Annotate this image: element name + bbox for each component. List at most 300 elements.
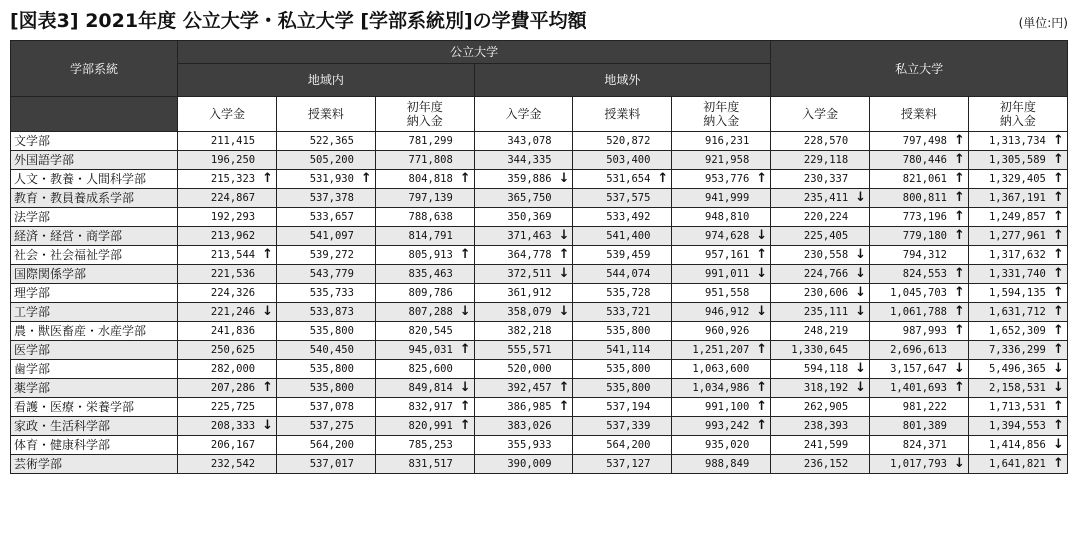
trend-arrow-icon <box>358 284 375 303</box>
value-cell: 535,800 <box>573 379 655 398</box>
value-cell: 520,000 <box>474 360 556 379</box>
value-cell: 991,100 <box>672 398 754 417</box>
faculty-name: 法学部 <box>11 208 178 227</box>
trend-arrow-icon <box>358 436 375 455</box>
trend-arrow-icon <box>358 208 375 227</box>
trend-arrow-icon: ↑ <box>1050 132 1068 151</box>
value-cell: 537,078 <box>276 398 358 417</box>
faculty-name: 歯学部 <box>11 360 178 379</box>
table-row <box>11 208 1068 227</box>
value-cell: 941,999 <box>672 189 754 208</box>
value-cell: 804,818 <box>375 170 457 189</box>
trend-arrow-icon <box>556 208 573 227</box>
value-cell: 916,231 <box>672 132 754 151</box>
trend-arrow-icon: ↓ <box>852 265 869 284</box>
value-cell: 2,696,613 <box>870 341 952 360</box>
value-cell: 785,253 <box>375 436 457 455</box>
value-cell: 241,599 <box>771 436 853 455</box>
value-cell: 533,492 <box>573 208 655 227</box>
value-cell: 208,333 <box>178 417 260 436</box>
trend-arrow-icon <box>457 360 474 379</box>
value-cell: 535,800 <box>276 322 358 341</box>
value-cell: 935,020 <box>672 436 754 455</box>
trend-arrow-icon <box>852 151 869 170</box>
trend-arrow-icon: ↑ <box>457 417 474 436</box>
trend-arrow-icon: ↑ <box>1050 208 1068 227</box>
faculty-name: 経済・経営・商学部 <box>11 227 178 246</box>
value-cell: 232,542 <box>178 455 260 474</box>
value-cell: 343,078 <box>474 132 556 151</box>
value-cell: 1,394,553 <box>968 417 1050 436</box>
trend-arrow-icon: ↑ <box>1050 341 1068 360</box>
value-cell: 957,161 <box>672 246 754 265</box>
faculty-name: 芸術学部 <box>11 455 178 474</box>
trend-arrow-icon <box>753 132 770 151</box>
trend-arrow-icon <box>457 436 474 455</box>
trend-arrow-icon: ↑ <box>753 379 770 398</box>
trend-arrow-icon <box>358 417 375 436</box>
trend-arrow-icon: ↑ <box>951 227 968 246</box>
value-cell: 794,312 <box>870 246 952 265</box>
value-cell: 520,872 <box>573 132 655 151</box>
value-cell: 248,219 <box>771 322 853 341</box>
value-cell: 371,463 <box>474 227 556 246</box>
table-row <box>11 436 1068 455</box>
trend-arrow-icon: ↓ <box>556 265 573 284</box>
trend-arrow-icon: ↑ <box>753 246 770 265</box>
trend-arrow-icon <box>753 436 770 455</box>
value-cell: 540,450 <box>276 341 358 360</box>
trend-arrow-icon <box>259 455 276 474</box>
value-cell: 564,200 <box>276 436 358 455</box>
col-header-first-line1: 初年度 <box>406 100 443 114</box>
trend-arrow-icon <box>654 227 671 246</box>
trend-arrow-icon: ↓ <box>951 455 968 474</box>
value-cell: 825,600 <box>375 360 457 379</box>
trend-arrow-icon <box>654 360 671 379</box>
value-cell: 241,836 <box>178 322 260 341</box>
trend-arrow-icon <box>753 189 770 208</box>
trend-arrow-icon <box>753 360 770 379</box>
trend-arrow-icon: ↑ <box>951 303 968 322</box>
trend-arrow-icon: ↑ <box>753 417 770 436</box>
value-cell: 1,305,589 <box>968 151 1050 170</box>
trend-arrow-icon <box>852 208 869 227</box>
value-cell: 361,912 <box>474 284 556 303</box>
value-cell: 991,011 <box>672 265 754 284</box>
value-cell: 788,638 <box>375 208 457 227</box>
trend-arrow-icon: ↓ <box>951 360 968 379</box>
table-row <box>11 303 1068 322</box>
value-cell: 505,200 <box>276 151 358 170</box>
trend-arrow-icon: ↑ <box>358 170 375 189</box>
value-cell: 801,389 <box>870 417 952 436</box>
trend-arrow-icon <box>259 398 276 417</box>
trend-arrow-icon: ↑ <box>1050 284 1068 303</box>
trend-arrow-icon <box>457 265 474 284</box>
trend-arrow-icon <box>556 132 573 151</box>
value-cell: 262,905 <box>771 398 853 417</box>
trend-arrow-icon <box>457 284 474 303</box>
trend-arrow-icon <box>654 151 671 170</box>
trend-arrow-icon <box>852 398 869 417</box>
trend-arrow-icon <box>457 322 474 341</box>
table-row <box>11 151 1068 170</box>
trend-arrow-icon: ↓ <box>852 379 869 398</box>
value-cell: 358,079 <box>474 303 556 322</box>
value-cell: 230,558 <box>771 246 853 265</box>
value-cell: 535,800 <box>573 322 655 341</box>
value-cell: 196,250 <box>178 151 260 170</box>
table-row <box>11 417 1068 436</box>
value-cell: 771,808 <box>375 151 457 170</box>
table-row <box>11 398 1068 417</box>
value-cell: 987,993 <box>870 322 952 341</box>
table-row <box>11 322 1068 341</box>
value-cell: 824,371 <box>870 436 952 455</box>
value-cell: 282,000 <box>178 360 260 379</box>
table-row <box>11 341 1068 360</box>
value-cell: 355,933 <box>474 436 556 455</box>
trend-arrow-icon <box>852 436 869 455</box>
value-cell: 224,326 <box>178 284 260 303</box>
trend-arrow-icon: ↓ <box>852 189 869 208</box>
faculty-name: 体育・健康科学部 <box>11 436 178 455</box>
value-cell: 1,017,793 <box>870 455 952 474</box>
value-cell: 383,026 <box>474 417 556 436</box>
value-cell: 1,329,405 <box>968 170 1050 189</box>
trend-arrow-icon: ↑ <box>951 322 968 341</box>
value-cell: 1,277,961 <box>968 227 1050 246</box>
value-cell: 807,288 <box>375 303 457 322</box>
value-cell: 230,606 <box>771 284 853 303</box>
value-cell: 781,299 <box>375 132 457 151</box>
trend-arrow-icon <box>951 417 968 436</box>
trend-arrow-icon <box>556 151 573 170</box>
trend-arrow-icon: ↑ <box>1050 455 1068 474</box>
value-cell: 364,778 <box>474 246 556 265</box>
trend-arrow-icon <box>654 189 671 208</box>
value-cell: 537,127 <box>573 455 655 474</box>
trend-arrow-icon <box>457 151 474 170</box>
col-header-first-line2: 納入金 <box>406 114 443 128</box>
value-cell: 390,009 <box>474 455 556 474</box>
trend-arrow-icon <box>358 398 375 417</box>
col-header-first-line2: 納入金 <box>999 114 1036 128</box>
trend-arrow-icon: ↑ <box>951 132 968 151</box>
faculty-name: 理学部 <box>11 284 178 303</box>
value-cell: 224,766 <box>771 265 853 284</box>
value-cell: 544,074 <box>573 265 655 284</box>
trend-arrow-icon: ↓ <box>852 284 869 303</box>
value-cell: 228,570 <box>771 132 853 151</box>
value-cell: 921,958 <box>672 151 754 170</box>
value-cell: 7,336,299 <box>968 341 1050 360</box>
trend-arrow-icon <box>852 417 869 436</box>
trend-arrow-icon: ↓ <box>753 265 770 284</box>
value-cell: 981,222 <box>870 398 952 417</box>
col-header-pr-tuition: 授業料 <box>870 97 969 132</box>
trend-arrow-icon <box>259 227 276 246</box>
trend-arrow-icon: ↑ <box>457 246 474 265</box>
faculty-name: 医学部 <box>11 341 178 360</box>
trend-arrow-icon <box>259 436 276 455</box>
trend-arrow-icon <box>457 227 474 246</box>
value-cell: 225,725 <box>178 398 260 417</box>
value-cell: 5,496,365 <box>968 360 1050 379</box>
value-cell: 948,810 <box>672 208 754 227</box>
value-cell: 797,498 <box>870 132 952 151</box>
value-cell: 535,800 <box>573 360 655 379</box>
value-cell: 213,544 <box>178 246 260 265</box>
value-cell: 535,733 <box>276 284 358 303</box>
value-cell: 831,517 <box>375 455 457 474</box>
value-cell: 213,962 <box>178 227 260 246</box>
trend-arrow-icon <box>556 322 573 341</box>
table-row <box>11 132 1068 151</box>
value-cell: 1,713,531 <box>968 398 1050 417</box>
trend-arrow-icon: ↓ <box>852 360 869 379</box>
trend-arrow-icon: ↑ <box>1050 417 1068 436</box>
trend-arrow-icon <box>654 303 671 322</box>
table-row <box>11 189 1068 208</box>
faculty-name: 教育・教員養成系学部 <box>11 189 178 208</box>
value-cell: 1,249,857 <box>968 208 1050 227</box>
trend-arrow-icon: ↑ <box>1050 303 1068 322</box>
trend-arrow-icon <box>358 360 375 379</box>
trend-arrow-icon: ↑ <box>457 341 474 360</box>
value-cell: 235,111 <box>771 303 853 322</box>
faculty-name: 農・獣医畜産・水産学部 <box>11 322 178 341</box>
trend-arrow-icon <box>753 455 770 474</box>
value-cell: 541,097 <box>276 227 358 246</box>
table-row <box>11 360 1068 379</box>
value-cell: 537,194 <box>573 398 655 417</box>
value-cell: 535,800 <box>276 360 358 379</box>
trend-arrow-icon: ↓ <box>1050 436 1068 455</box>
trend-arrow-icon <box>654 246 671 265</box>
faculty-name: 人文・教養・人間科学部 <box>11 170 178 189</box>
trend-arrow-icon <box>358 132 375 151</box>
trend-arrow-icon <box>654 398 671 417</box>
value-cell: 392,457 <box>474 379 556 398</box>
trend-arrow-icon: ↑ <box>457 170 474 189</box>
trend-arrow-icon: ↑ <box>1050 322 1068 341</box>
value-cell: 2,158,531 <box>968 379 1050 398</box>
faculty-name: 文学部 <box>11 132 178 151</box>
trend-arrow-icon <box>654 455 671 474</box>
value-cell: 824,553 <box>870 265 952 284</box>
trend-arrow-icon <box>358 341 375 360</box>
table-row <box>11 265 1068 284</box>
faculty-name: 薬学部 <box>11 379 178 398</box>
value-cell: 1,594,135 <box>968 284 1050 303</box>
unit-label: (単位:円) <box>1018 16 1068 30</box>
value-cell: 221,536 <box>178 265 260 284</box>
value-cell: 835,463 <box>375 265 457 284</box>
value-cell: 849,814 <box>375 379 457 398</box>
value-cell: 541,400 <box>573 227 655 246</box>
trend-arrow-icon <box>654 132 671 151</box>
trend-arrow-icon <box>358 189 375 208</box>
value-cell: 537,378 <box>276 189 358 208</box>
value-cell: 250,625 <box>178 341 260 360</box>
trend-arrow-icon <box>259 132 276 151</box>
trend-arrow-icon: ↑ <box>1050 265 1068 284</box>
value-cell: 946,912 <box>672 303 754 322</box>
trend-arrow-icon: ↑ <box>951 265 968 284</box>
trend-arrow-icon <box>556 284 573 303</box>
trend-arrow-icon: ↑ <box>259 379 276 398</box>
trend-arrow-icon: ↑ <box>259 246 276 265</box>
table-row <box>11 170 1068 189</box>
table-row <box>11 227 1068 246</box>
value-cell: 207,286 <box>178 379 260 398</box>
value-cell: 192,293 <box>178 208 260 227</box>
value-cell: 220,224 <box>771 208 853 227</box>
value-cell: 780,446 <box>870 151 952 170</box>
value-cell: 537,575 <box>573 189 655 208</box>
value-cell: 386,985 <box>474 398 556 417</box>
trend-arrow-icon <box>556 341 573 360</box>
value-cell: 805,913 <box>375 246 457 265</box>
trend-arrow-icon: ↑ <box>1050 246 1068 265</box>
value-cell: 953,776 <box>672 170 754 189</box>
trend-arrow-icon <box>951 398 968 417</box>
trend-arrow-icon <box>358 322 375 341</box>
value-cell: 365,750 <box>474 189 556 208</box>
trend-arrow-icon <box>259 265 276 284</box>
value-cell: 541,114 <box>573 341 655 360</box>
trend-arrow-icon <box>259 189 276 208</box>
value-cell: 832,917 <box>375 398 457 417</box>
value-cell: 535,800 <box>276 379 358 398</box>
trend-arrow-icon <box>753 151 770 170</box>
trend-arrow-icon: ↑ <box>951 208 968 227</box>
header-public: 公立大学 <box>178 41 771 64</box>
value-cell: 1,251,207 <box>672 341 754 360</box>
value-cell: 1,641,821 <box>968 455 1050 474</box>
value-cell: 533,657 <box>276 208 358 227</box>
value-cell: 539,459 <box>573 246 655 265</box>
value-cell: 503,400 <box>573 151 655 170</box>
value-cell: 797,139 <box>375 189 457 208</box>
trend-arrow-icon: ↑ <box>1050 227 1068 246</box>
value-cell: 1,045,703 <box>870 284 952 303</box>
trend-arrow-icon: ↓ <box>556 227 573 246</box>
table-row <box>11 455 1068 474</box>
value-cell: 1,631,712 <box>968 303 1050 322</box>
header-out-region: 地域外 <box>474 64 771 97</box>
trend-arrow-icon <box>753 208 770 227</box>
trend-arrow-icon <box>259 360 276 379</box>
value-cell: 1,414,856 <box>968 436 1050 455</box>
value-cell: 1,652,309 <box>968 322 1050 341</box>
value-cell: 773,196 <box>870 208 952 227</box>
col-header-pi-first-year <box>375 97 474 132</box>
trend-arrow-icon <box>951 341 968 360</box>
value-cell: 820,545 <box>375 322 457 341</box>
trend-arrow-icon <box>852 455 869 474</box>
trend-arrow-icon: ↓ <box>556 303 573 322</box>
table-body <box>11 132 1068 474</box>
trend-arrow-icon <box>259 151 276 170</box>
trend-arrow-icon <box>259 341 276 360</box>
trend-arrow-icon <box>457 208 474 227</box>
value-cell: 1,367,191 <box>968 189 1050 208</box>
trend-arrow-icon <box>457 455 474 474</box>
trend-arrow-icon: ↓ <box>852 303 869 322</box>
trend-arrow-icon <box>654 265 671 284</box>
value-cell: 229,118 <box>771 151 853 170</box>
trend-arrow-icon: ↑ <box>753 398 770 417</box>
value-cell: 1,063,600 <box>672 360 754 379</box>
faculty-name: 国際関係学部 <box>11 265 178 284</box>
trend-arrow-icon: ↑ <box>556 398 573 417</box>
value-cell: 820,991 <box>375 417 457 436</box>
col-header-pr-entrance: 入学金 <box>771 97 870 132</box>
trend-arrow-icon: ↑ <box>259 170 276 189</box>
value-cell: 555,571 <box>474 341 556 360</box>
trend-arrow-icon: ↑ <box>556 246 573 265</box>
trend-arrow-icon: ↑ <box>457 398 474 417</box>
col-header-first-line2: 納入金 <box>703 114 740 128</box>
trend-arrow-icon: ↑ <box>1050 189 1068 208</box>
trend-arrow-icon <box>852 341 869 360</box>
value-cell: 3,157,647 <box>870 360 952 379</box>
value-cell: 344,335 <box>474 151 556 170</box>
value-cell: 537,275 <box>276 417 358 436</box>
value-cell: 215,323 <box>178 170 260 189</box>
trend-arrow-icon <box>852 132 869 151</box>
trend-arrow-icon <box>556 360 573 379</box>
faculty-name: 外国語学部 <box>11 151 178 170</box>
table-row <box>11 379 1068 398</box>
col-header-pi-entrance: 入学金 <box>178 97 277 132</box>
trend-arrow-icon: ↑ <box>1050 398 1068 417</box>
value-cell: 522,365 <box>276 132 358 151</box>
trend-arrow-icon <box>358 303 375 322</box>
col-header-po-first-year <box>672 97 771 132</box>
value-cell: 539,272 <box>276 246 358 265</box>
trend-arrow-icon: ↓ <box>556 170 573 189</box>
col-header-pi-tuition: 授業料 <box>276 97 375 132</box>
trend-arrow-icon <box>951 246 968 265</box>
value-cell: 974,628 <box>672 227 754 246</box>
value-cell: 537,339 <box>573 417 655 436</box>
value-cell: 564,200 <box>573 436 655 455</box>
trend-arrow-icon: ↑ <box>951 151 968 170</box>
value-cell: 225,405 <box>771 227 853 246</box>
trend-arrow-icon <box>654 341 671 360</box>
col-header-pr-first-year <box>968 97 1067 132</box>
col-header-po-tuition: 授業料 <box>573 97 672 132</box>
value-cell: 1,330,645 <box>771 341 853 360</box>
value-cell: 988,849 <box>672 455 754 474</box>
value-cell: 350,369 <box>474 208 556 227</box>
value-cell: 594,118 <box>771 360 853 379</box>
value-cell: 993,242 <box>672 417 754 436</box>
trend-arrow-icon: ↑ <box>654 170 671 189</box>
value-cell: 206,167 <box>178 436 260 455</box>
value-cell: 951,558 <box>672 284 754 303</box>
value-cell: 211,415 <box>178 132 260 151</box>
faculty-name: 工学部 <box>11 303 178 322</box>
faculty-name: 家政・生活科学部 <box>11 417 178 436</box>
trend-arrow-icon <box>852 227 869 246</box>
value-cell: 1,034,986 <box>672 379 754 398</box>
value-cell: 1,313,734 <box>968 132 1050 151</box>
